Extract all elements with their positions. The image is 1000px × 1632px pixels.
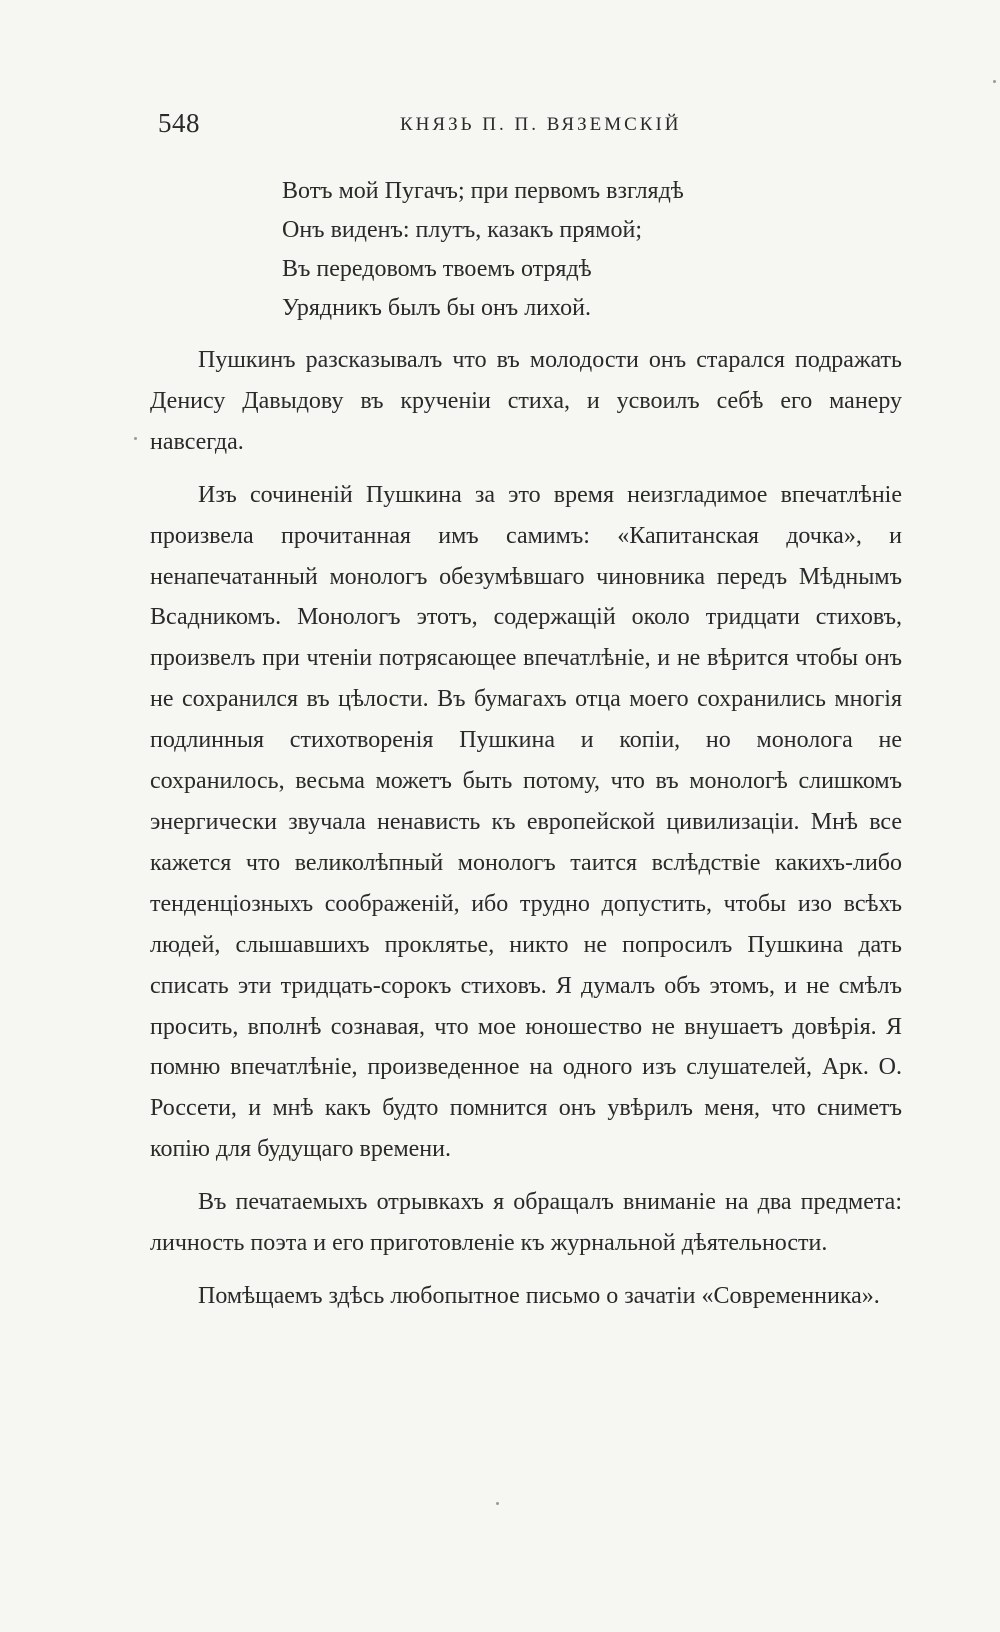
verse-line: Въ передовомъ твоемъ отрядѣ [282, 256, 592, 282]
paragraph: Помѣщаемъ здѣсь любопытное письмо о зачатіи «Современника». [198, 1282, 880, 1309]
paragraph: Изъ сочиненій Пушкина за это время неизгладимое впечатлѣніе произвела прочитанная имъ самимъ: «Капитанская дочка», и ненапечатанный монологъ обезумѣвшаго чиновника передъ Мѣднымъ Всадникомъ. Монологъ этотъ, содержащій около тридцати стиховъ, произвелъ при чтеніи потрясающее впечатлѣніе, и не вѣрится чтобы онъ не сохранился въ цѣлости. Въ бумагахъ отца моего сохранились многія подлинныя стихотворенія Пушкина и копіи, но монолога не сохранилось, весьма можетъ быть потому, что въ монологѣ слишкомъ энергически звучала ненависть къ европейской цивилизаціи. Мнѣ все кажется что великолѣпный монологъ таится вслѣдствіе какихъ-либо тенденціозныхъ соображеній, ибо трудно допустить, чтобы изо всѣхъ людей, слышавшихъ проклятье, никто не попросилъ Пушкина дать списать эти тридцать-сорокъ стиховъ. Я думалъ объ этомъ, и не смѣлъ просить, вполнѣ сознавая, что мое юношество не внушаетъ довѣрія. Я помню впечатлѣніе, произведенное на одного изъ слушателей, Арк. О. Россети, и мнѣ какъ будто помнится онъ увѣрилъ меня, что сниметъ копію для будущаго времени. [150, 481, 902, 1163]
page-number: 548 [158, 108, 200, 138]
page-header [158, 108, 898, 148]
paper-speck [496, 1502, 499, 1505]
body-text [150, 340, 902, 1329]
paper-speck [993, 80, 996, 83]
paragraph: Въ печатаемыхъ отрывкахъ я обращалъ вниманіе на два предмета: личность поэта и его приготовленіе къ журнальной дѣятельности. [150, 1189, 902, 1257]
running-title: КНЯЗЬ П. П. ВЯЗЕМСКІЙ [400, 114, 682, 135]
paper-speck [134, 437, 137, 440]
verse-line: Урядникъ былъ бы онъ лихой. [282, 295, 591, 321]
verse-line: Вотъ мой Пугачъ; при первомъ взглядѣ [282, 178, 684, 204]
verse-line: Онъ виденъ: плутъ, казакъ прямой; [282, 217, 642, 243]
verse-quote [282, 172, 842, 328]
paragraph: Пушкинъ разсказывалъ что въ молодости онъ старался подражать Денису Давыдову въ крученіи стиха, и усвоилъ себѣ его манеру навсегда. [150, 347, 902, 455]
